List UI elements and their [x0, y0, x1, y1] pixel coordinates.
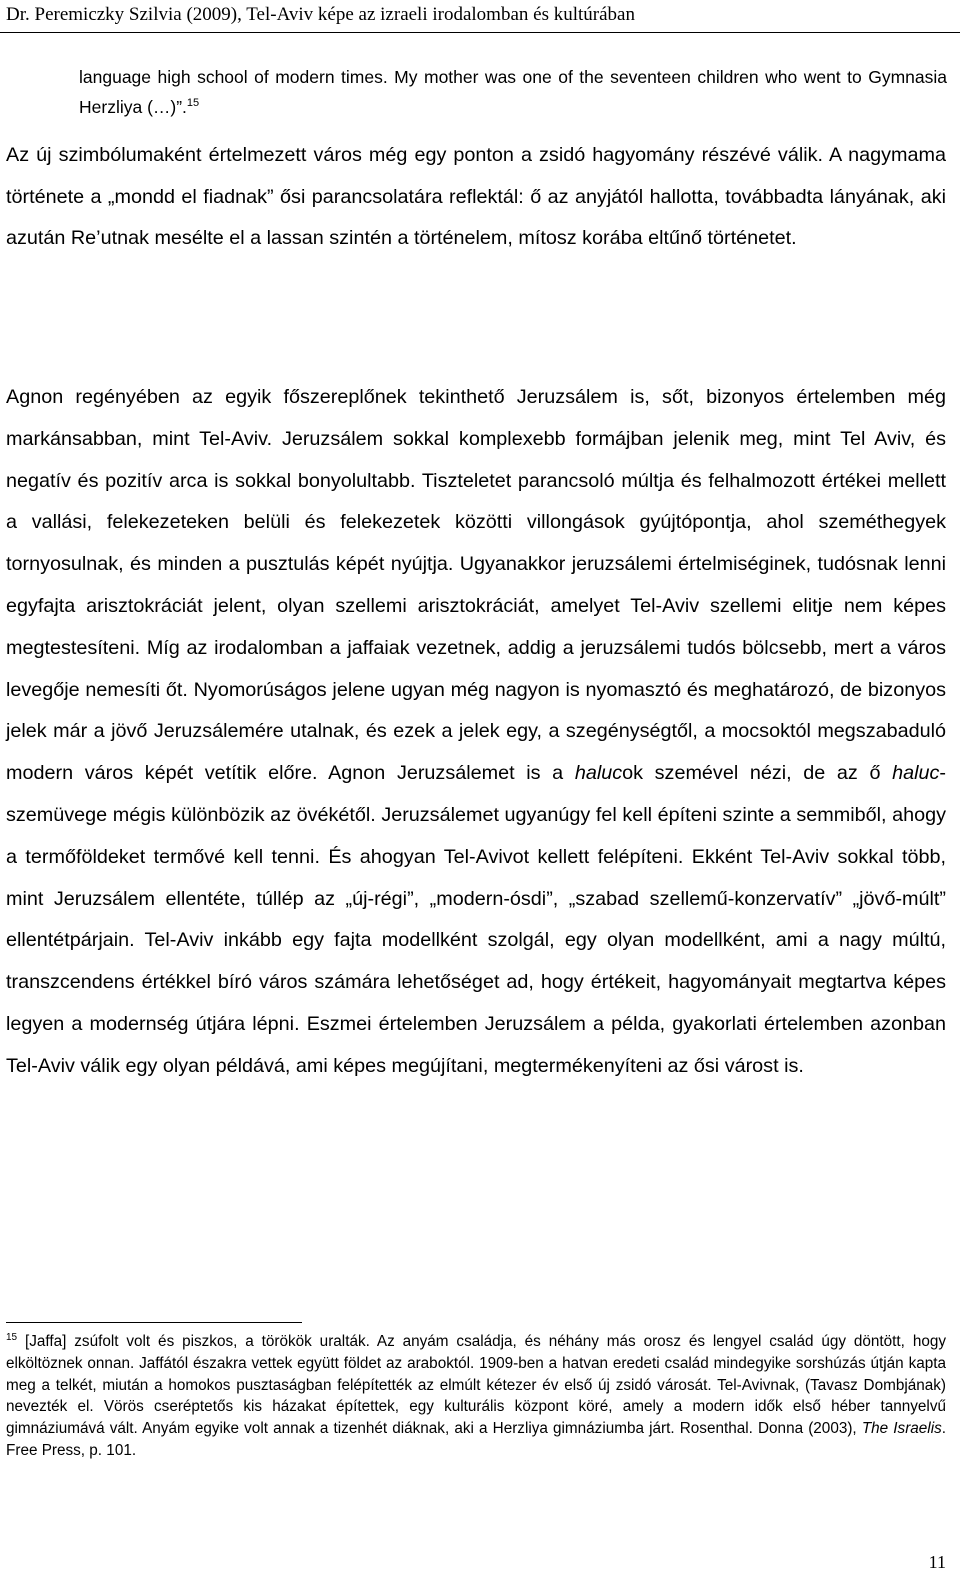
- footnote-tail: . Free Press, p. 101.: [6, 1420, 946, 1460]
- footnote: [6, 1327, 946, 1462]
- footnote-number: 15: [6, 1332, 18, 1343]
- paragraph-2-mid: ok szemével nézi, de az ő: [622, 762, 893, 785]
- header-rule: [0, 32, 960, 33]
- paragraph-2-start: Agnon regényében az egyik főszereplőnek tekinthető Jeruzsálem is, sőt, bizonyos értelemben még markánsabban, mint Tel-Aviv. Jeruzsálem sokkal komplexebb formájban jelenik meg, mint Tel Aviv, és negatív és pozitív arca is sokkal bonyolultabb. Tiszteletet parancsoló múltja és felhalmozott értékei mellett a vallási, felekezeteken belüli és felekezetek közötti villongások gyújtópontja, ahol szeméthegyek tornyosulnak, és minden a pusztulás képét nyújtja. Ugyanakkor jeruzsálemi értelmiséginek, tudósnak lenni egyfajta arisztokráciát jelent, olyan szellemi arisztokráciát, amelyet Tel-Aviv szellemi elitje nem képes megtestesíteni. Míg az irodalomban a jaffaiak vezetnek, addig a jeruzsálemi tudós bölcsebb, mert a város levegője nemesíti őt. Nyomorúságos jelene ugyan még nagyon is nyomasztó és meghatározó, de bizonyos jelek már a jövő Jeruzsálemére utalnak, és ezek a jelek egy, a szegénységtől, a mocsoktól megszabaduló modern város képét vetítik előre. Agnon Jeruzsálemet is a: [6, 386, 946, 785]
- page-number: 11: [928, 1552, 946, 1572]
- footnote-reference[interactable]: 15: [186, 97, 200, 109]
- footnote-book-title: The Israelis: [861, 1420, 942, 1438]
- footnote-text: [Jaffa] zsúfolt volt és piszkos, a törökök uralták. Az anyám családja, és néhány más orosz és lengyel család úgy döntött, hogy elköltöznek onnan. Jaffától északra vettek együtt földet az araboktól. 1909-ben a hatvan eredeti család mindegyike sorshúzás útján kapta meg a telkét, miután a homokos pusztaságban felépítették az elmúlt kétezer év első új zsidó városát. Tel-Avivnak, (Tavasz Dombjának) nevezték el. Vörös cseréptetős kis házakat építettek, egy kulturális központ köré, amely a modern idők első héber tannyelvű gimnáziumává vált. Anyám egyike volt annak a tizenhét diáknak, aki a Herzliya gimnáziumba járt. Rosenthal. Donna (2003),: [6, 1333, 946, 1438]
- paragraph-2-end: -szemüvege mégis különbözik az övékétől. Jeruzsálemet ugyanúgy fel kell építeni szinte a semmiből, ahogy a termőföldeket termővé kell tenni. És ahogyan Tel-Avivot kellett felépíteni. Ekként Tel-Aviv sokkal több, mint Jeruzsálem ellentéte, túllép az „új-régi”, „modern-ósdi”, „szabad szellemű-konzervatív” „jövő-múlt” ellentétpárjain. Tel-Aviv inkább egy fajta modellként szolgál, egy olyan modellként, ami a nagy múltú, transzcendens értékkel bíró város számára lehetőséget ad, hogy értékeit, hagyományait megtartva képes legyen a modernség útjára lépni. Eszmei értelemben Jeruzsálem a példa, gyakorlati értelemben azonban Tel-Aviv válik egy olyan példává, ami képes megújítani, megtermékenyíteni az ősi várost is.: [6, 762, 946, 1077]
- italic-term-haluc-2: haluc: [892, 762, 940, 785]
- quote-text: language high school of modern times. My mother was one of the seventeen children who went to Gymnasia Herzliya (…)”.: [79, 67, 947, 117]
- footnote-separator: [6, 1322, 302, 1323]
- block-quote: [79, 64, 947, 120]
- running-header: Dr. Peremiczky Szilvia (2009), Tel-Aviv képe az izraeli irodalomban és kultúrában: [6, 4, 635, 25]
- paragraph-2: [6, 377, 946, 1088]
- italic-term-haluc: haluc: [574, 762, 623, 785]
- paragraph-1: Az új szimbólumaként értelmezett város még egy ponton a zsidó hagyomány részévé válik. A nagymama története a „mondd el fiadnak” ősi parancsolatára reflektál: ő az anyjától hallotta, továbbadta lányának, aki azután Re’utnak mesélte el a lassan szintén a történelem, mítosz korába eltűnő történetet.: [6, 144, 946, 249]
